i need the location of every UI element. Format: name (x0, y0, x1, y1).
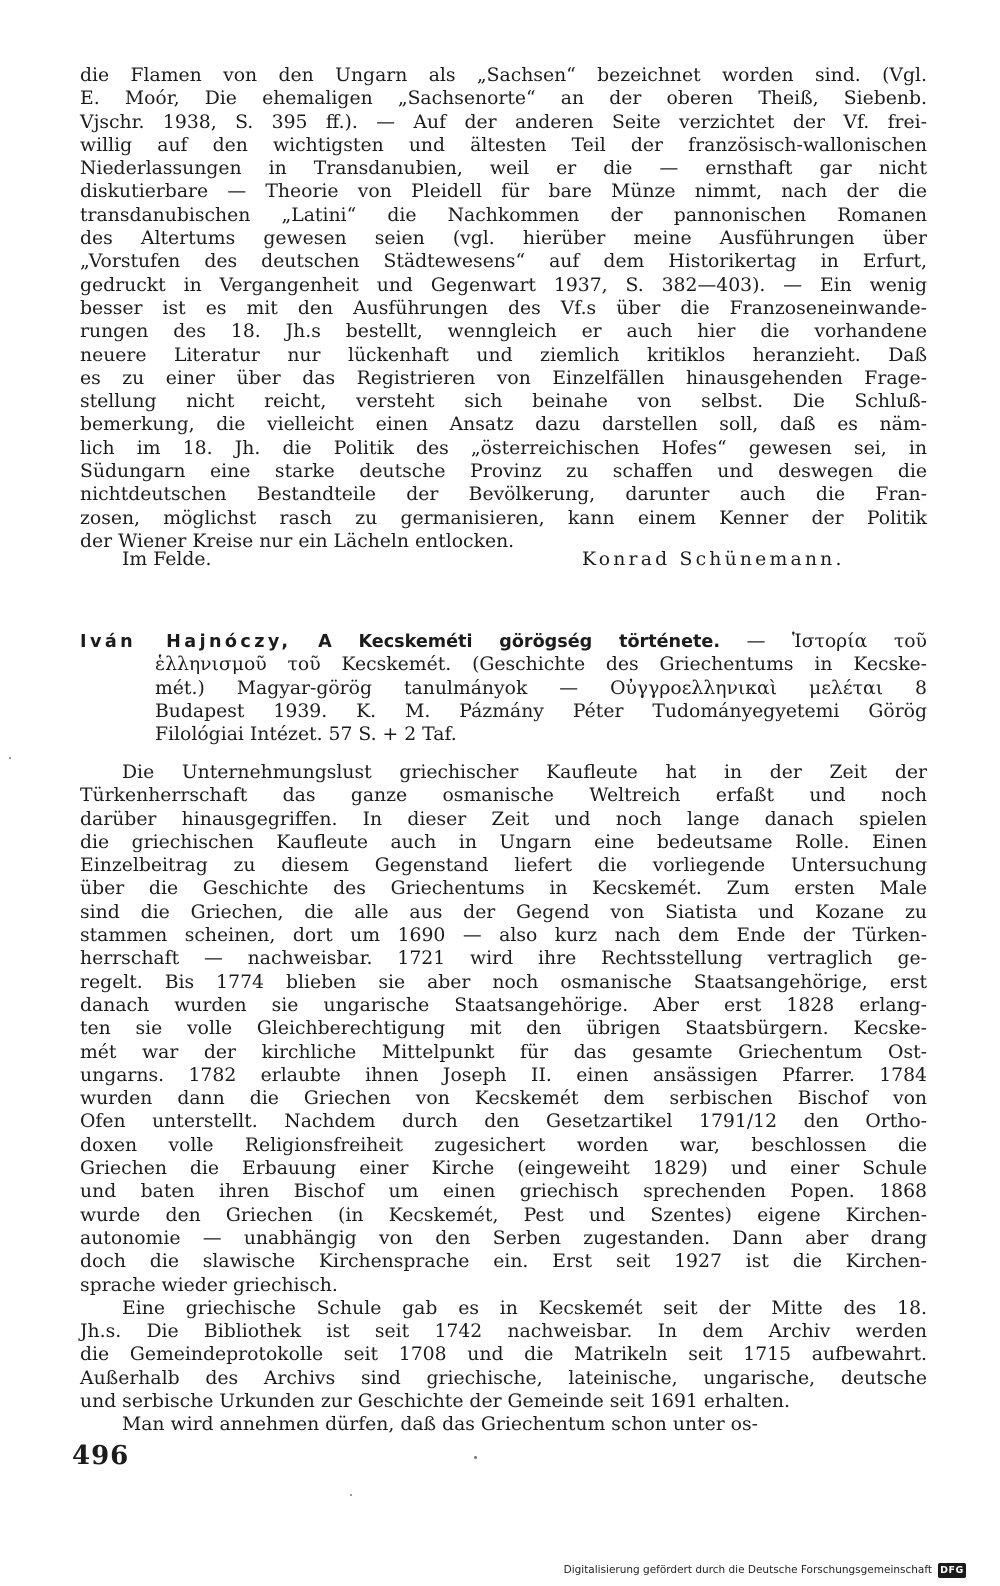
text-line: E. Moór, Die ehemaligen „Sachsenorte“ an der oberen Theiß, Siebenb. (80, 88, 927, 110)
footer-credit: Digitalisierung gefördert durch die Deutsche Forschungsgemeinschaft (563, 1564, 932, 1576)
text-line: Vjschr. 1938, S. 395 ff.). — Auf der anderen Seite verzichtet der Vf. frei- (80, 111, 927, 133)
text-line: sind die Griechen, die alle aus der Gegend von Siatista und Kozane zu (80, 901, 927, 923)
heading-line: ἑλληνισμοῦ τοῦ Kecskemét. (Geschichte des Griechentums in Kecske- (155, 654, 927, 676)
text-line: Jh.s. Die Bibliothek ist seit 1742 nachweisbar. In dem Archiv werden (80, 1321, 927, 1343)
text-line: regelt. Bis 1774 blieben sie aber noch osmanische Staatsangehörige, erst (80, 971, 927, 993)
scan-speck (9, 757, 11, 759)
text-line: die griechischen Kaufleute auch in Ungarn eine bedeutsame Rolle. Einen (80, 831, 927, 853)
heading-greek-title: — Ἱστορία τοῦ (746, 631, 927, 652)
review-1-text (80, 64, 927, 553)
heading-line: Filológiai Intézet. 57 S. + 2 Taf. (155, 724, 457, 746)
text-line: Türkenherrschaft das ganze osmanische Weltreich erfaßt und noch (80, 785, 927, 807)
text-line: die Flamen von den Ungarn als „Sachsen“ bezeichnet worden sind. (Vgl. (80, 65, 927, 86)
text-line: Man wird annehmen dürfen, daß das Griechentum schon unter os- (122, 1414, 758, 1436)
text-line: ten sie volle Gleichberechtigung mit den übrigen Staatsbürgern. Kecske- (80, 1018, 927, 1040)
text-line: es zu einer über das Registrieren von Einzelfällen hinausgehenden Frage- (80, 367, 927, 389)
text-line: mét war der kirchliche Mittelpunkt für das gesamte Griechentum Ost- (80, 1041, 927, 1063)
text-line: „Vorstufen des deutschen Städtewesens“ auf dem Historikertag in Erfurt, (80, 251, 927, 273)
text-line: die Gemeindeprotokolle seit 1708 und die Matrikeln seit 1715 aufbewahrt. (80, 1344, 927, 1366)
text-line: autonomie — unabhängig von den Serben zugestanden. Dann aber drang (80, 1227, 927, 1249)
text-line: gedruckt in Vergangenheit und Gegenwart 1937, S. 382—403). — Ein wenig (80, 274, 927, 296)
text-line: zosen, möglichst rasch zu germanisieren, kann einem Kenner der Politik (80, 507, 927, 529)
text-line: Außerhalb des Archivs sind griechische, lateinische, ungarische, deutsche (80, 1367, 927, 1389)
text-line: wurden dann die Griechen von Kecskemét dem serbischen Bischof von (80, 1088, 927, 1110)
text-line: und serbische Urkunden zur Geschichte der Gemeinde seit 1691 erhalten. (80, 1391, 790, 1413)
dfg-logo: DFG (938, 1563, 966, 1578)
text-line: willig auf den wichtigsten und ältesten Teil der französisch-wallonischen (80, 134, 927, 156)
text-line: Ofen unterstellt. Nachdem durch den Gesetzartikel 1791/12 den Ortho- (80, 1111, 927, 1133)
scan-speck (474, 1456, 477, 1459)
text-line: der Wiener Kreise nur ein Lächeln entlocken. (80, 530, 515, 552)
review-1-place: Im Felde. (122, 549, 212, 570)
review-2-heading (80, 630, 927, 746)
digitization-footer (564, 1560, 966, 1580)
text-line: darüber hinausgegriffen. In dieser Zeit und noch lange danach spielen (80, 808, 927, 830)
text-line: Griechen die Erbauung einer Kirche (eingeweiht 1829) und einer Schule (80, 1158, 927, 1180)
heading-author: Iván Hajnóczy, (80, 632, 292, 652)
page-number: 496 (72, 1441, 130, 1471)
text-line: herrschaft — nachweisbar. 1721 wird ihre Rechtsstellung vertraglich ge- (80, 948, 927, 970)
heading-continuation (80, 653, 927, 746)
text-line: neuere Literatur nur lückenhaft und ziemlich kritiklos heranzieht. Daß (80, 344, 927, 366)
text-line: diskutierbare — Theorie von Pleidell für bare Münze nimmt, nach der die (80, 181, 927, 203)
text-line: des Altertums gewesen seien (vgl. hierüber meine Ausführungen über (80, 228, 927, 250)
heading-line: Budapest 1939. K. M. Pázmány Péter Tudományegyetemi Görög (155, 700, 927, 722)
text-line: sprache wieder griechisch. (80, 1274, 338, 1296)
text-line: Einzelbeitrag zu diesem Gegenstand liefert die vorliegende Untersuchung (80, 855, 927, 877)
text-line: rungen des 18. Jh.s bestellt, wenngleich er auch hier die vorhandene (80, 321, 927, 343)
text-line: transdanubischen „Latini“ die Nachkommen der pannonischen Romanen (80, 204, 927, 226)
text-line: lich im 18. Jh. die Politik des „österreichischen Hofes“ gewesen sei, in (80, 437, 927, 459)
scan-speck (350, 1494, 352, 1496)
text-line: stellung nicht reicht, versteht sich beinahe von selbst. Die Schluß- (80, 391, 927, 413)
text-line: wurde den Griechen (in Kecskemét, Pest und Szentes) eigene Kirchen- (80, 1204, 927, 1226)
text-line: Eine griechische Schule gab es in Kecskemét seit der Mitte des 18. (122, 1297, 927, 1319)
text-line: stammen scheinen, dort um 1690 — also kurz nach dem Ende der Türken- (80, 925, 927, 947)
text-line: nichtdeutschen Bestandteile der Bevölkerung, darunter auch die Fran- (80, 484, 927, 506)
text-line: doxen volle Religionsfreiheit zugesichert worden war, beschlossen die (80, 1134, 927, 1156)
heading-title: A Kecskeméti görögség története. (318, 632, 721, 652)
text-line: und baten ihren Bischof um einen griechisch sprechenden Popen. 1868 (80, 1181, 927, 1203)
text-line: Die Unternehmungslust griechischer Kaufleute hat in der Zeit der (122, 762, 927, 783)
review-1-signature: Konrad Schünemann. (582, 549, 845, 570)
heading-line: mét.) Magyar-görög tanulmányok — Οὐγγροελληνικαὶ μελέται 8 (155, 677, 927, 699)
review-2-text (80, 761, 927, 1437)
text-line: Südungarn eine starke deutsche Provinz zu schaffen und deswegen die (80, 461, 927, 483)
text-line: danach wurden sie ungarische Staatsangehörige. Aber erst 1828 erlang- (80, 994, 927, 1016)
text-line: über die Geschichte des Griechentums in Kecskemét. Zum ersten Male (80, 878, 927, 900)
text-line: besser ist es mit den Ausführungen des Vf.s über die Franzoseneinwande- (80, 297, 927, 319)
text-line: bemerkung, die vielleicht einen Ansatz dazu darstellen soll, daß es näm- (80, 414, 927, 436)
text-line: ungarns. 1782 erlaubte ihnen Joseph II. einen ansässigen Pfarrer. 1784 (80, 1064, 927, 1086)
text-line: doch die slawische Kirchensprache ein. Erst seit 1927 ist die Kirchen- (80, 1251, 927, 1273)
heading-line-1 (80, 630, 927, 653)
text-line: Niederlassungen in Transdanubien, weil er die — ernsthaft gar nicht (80, 158, 927, 180)
